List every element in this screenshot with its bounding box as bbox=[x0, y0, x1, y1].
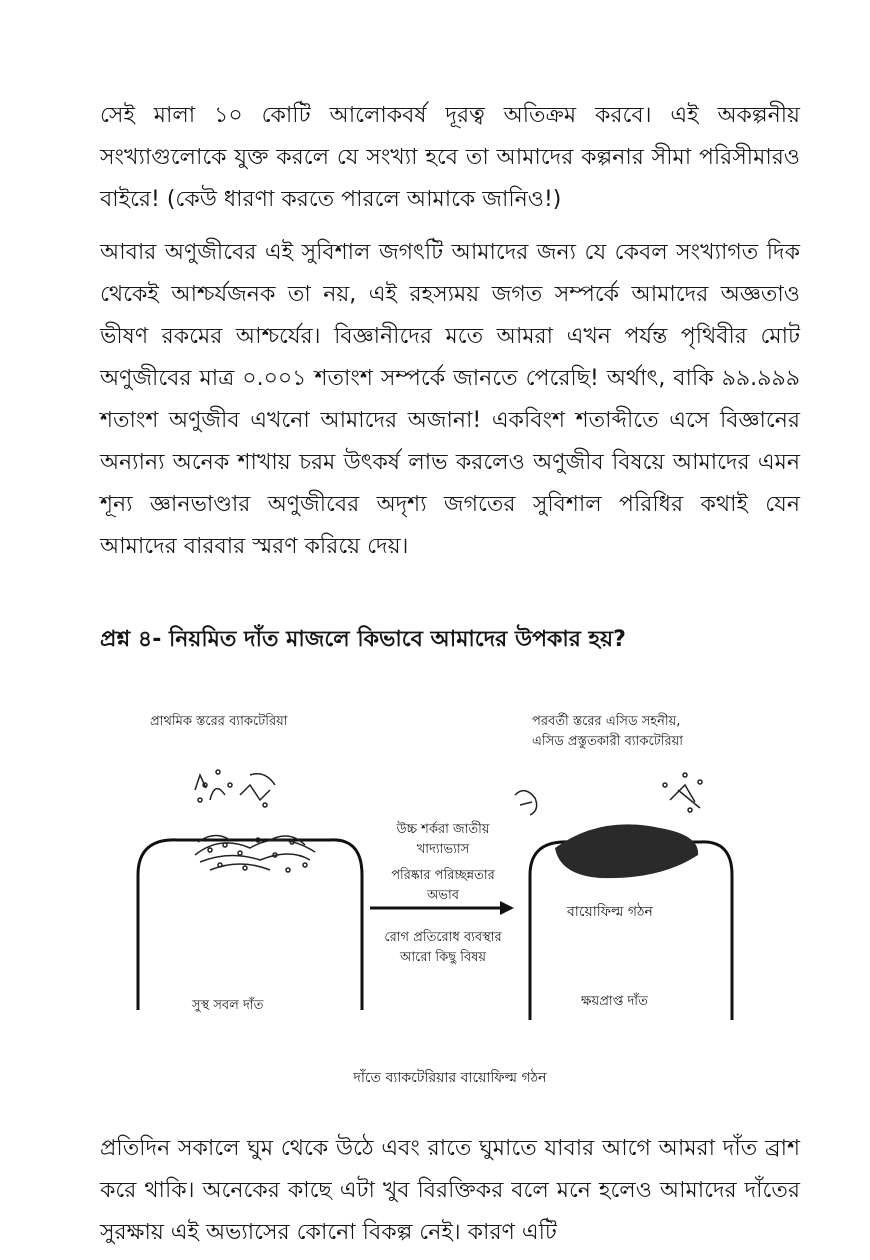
secondary-bacteria-label-line2: এসিড প্রস্তুতকারী ব্যাকটেরিয়া bbox=[532, 734, 684, 749]
factor-immunity-line1: রোগ প্রতিরোধ ব্যবস্থার bbox=[384, 930, 502, 945]
paragraph-3: প্রতিদিন সকালে ঘুম থেকে উঠে এবং রাতে ঘুমাতে যাবার আগে আমরা দাঁত ব্রাশ করে থাকি। অনেকের কাছে এটা খুব বিরক্তিকর বলে মনে হলেও আমাদের দাঁতের সুরক্ষায় এই অভ্যাসের কোনো বিকল্প নেই। কারণ এটি bbox=[100, 1136, 800, 1245]
factor-sugar-diet-line2: খাদ্যাভ্যাস bbox=[416, 842, 470, 857]
floating-bacteria-left bbox=[195, 770, 275, 807]
secondary-bacteria-label-line1: পরবর্তী স্তরের এসিড সহনীয়, bbox=[532, 714, 681, 729]
biofilm-mass bbox=[555, 824, 698, 878]
biofilm-figure bbox=[100, 690, 800, 1110]
figure-caption: দাঁতে ব্যাকটেরিয়ার বায়োফিল্ম গঠন bbox=[353, 1070, 547, 1086]
floating-bacteria-right bbox=[515, 773, 702, 815]
healthy-tooth-label: সুস্থ সবল দাঁত bbox=[192, 998, 264, 1013]
primary-bacteria-label: প্রাথমিক স্তরের ব্যাকটেরিয়া bbox=[150, 714, 288, 729]
paragraph-2: আবার অণুজীবের এই সুবিশাল জগৎটি আমাদের জন্য যে কেবল সংখ্যাগত দিক থেকেই আশ্চর্যজনক তা নয়, এই রহস্যময় জগত সম্পর্কে আমাদের অজ্ঞতাও ভীষণ রকমের আশ্চর্যের। বিজ্ঞানীদের মতে আমরা এখন পর্যন্ত পৃথিবীর মোট অণুজীবের মাত্র ০.০০১ শতাংশ সম্পর্কে জানতে পেরেছি! অর্থাৎ, বাকি ৯৯.৯৯৯ শতাংশ অণুজীব এখনো আমাদের অজানা! একবিংশ শতাব্দীতে এসে বিজ্ঞানের অন্যান্য অনেক শাখায় চরম উৎকর্ষ লাভ করলেও অণুজীব বিষয়ে আমাদের এমন শূন্য জ্ঞানভাণ্ডার অণুজীবের অদৃশ্য জগতের সুবিশাল পরিধির কথাই যেন আমাদের বারবার স্মরণ করিয়ে দেয়। bbox=[100, 240, 800, 559]
question-heading: প্রশ্ন ৪- নিয়মিত দাঁত মাজলে কিভাবে আমাদের উপকার হয়? bbox=[100, 627, 626, 652]
factor-hygiene-line2: অভাব bbox=[427, 888, 459, 903]
factor-immunity-line2: আরো কিছু বিষয় bbox=[399, 950, 487, 965]
decayed-tooth-label: ক্ষয়প্রাপ্ত দাঁত bbox=[581, 994, 648, 1009]
biofilm-formation-label: বায়োফিল্ম গঠন bbox=[567, 904, 653, 920]
factor-sugar-diet-line1: উচ্চ শর্করা জাতীয় bbox=[396, 822, 490, 837]
factor-hygiene-line1: পরিষ্কার পরিচ্ছন্নতার bbox=[391, 868, 495, 883]
paragraph-1: সেই মালা ১০ কোটি আলোকবর্ষ দূরত্ব অতিক্রম করবে। এই অকল্পনীয় সংখ্যাগুলোকে যুক্ত করলে যে সংখ্যা হবে তা আমাদের কল্পনার সীমা পরিসীমারও বাইরে! (কেউ ধারণা করতে পারলে আমাকে জানিও!) bbox=[100, 103, 800, 212]
